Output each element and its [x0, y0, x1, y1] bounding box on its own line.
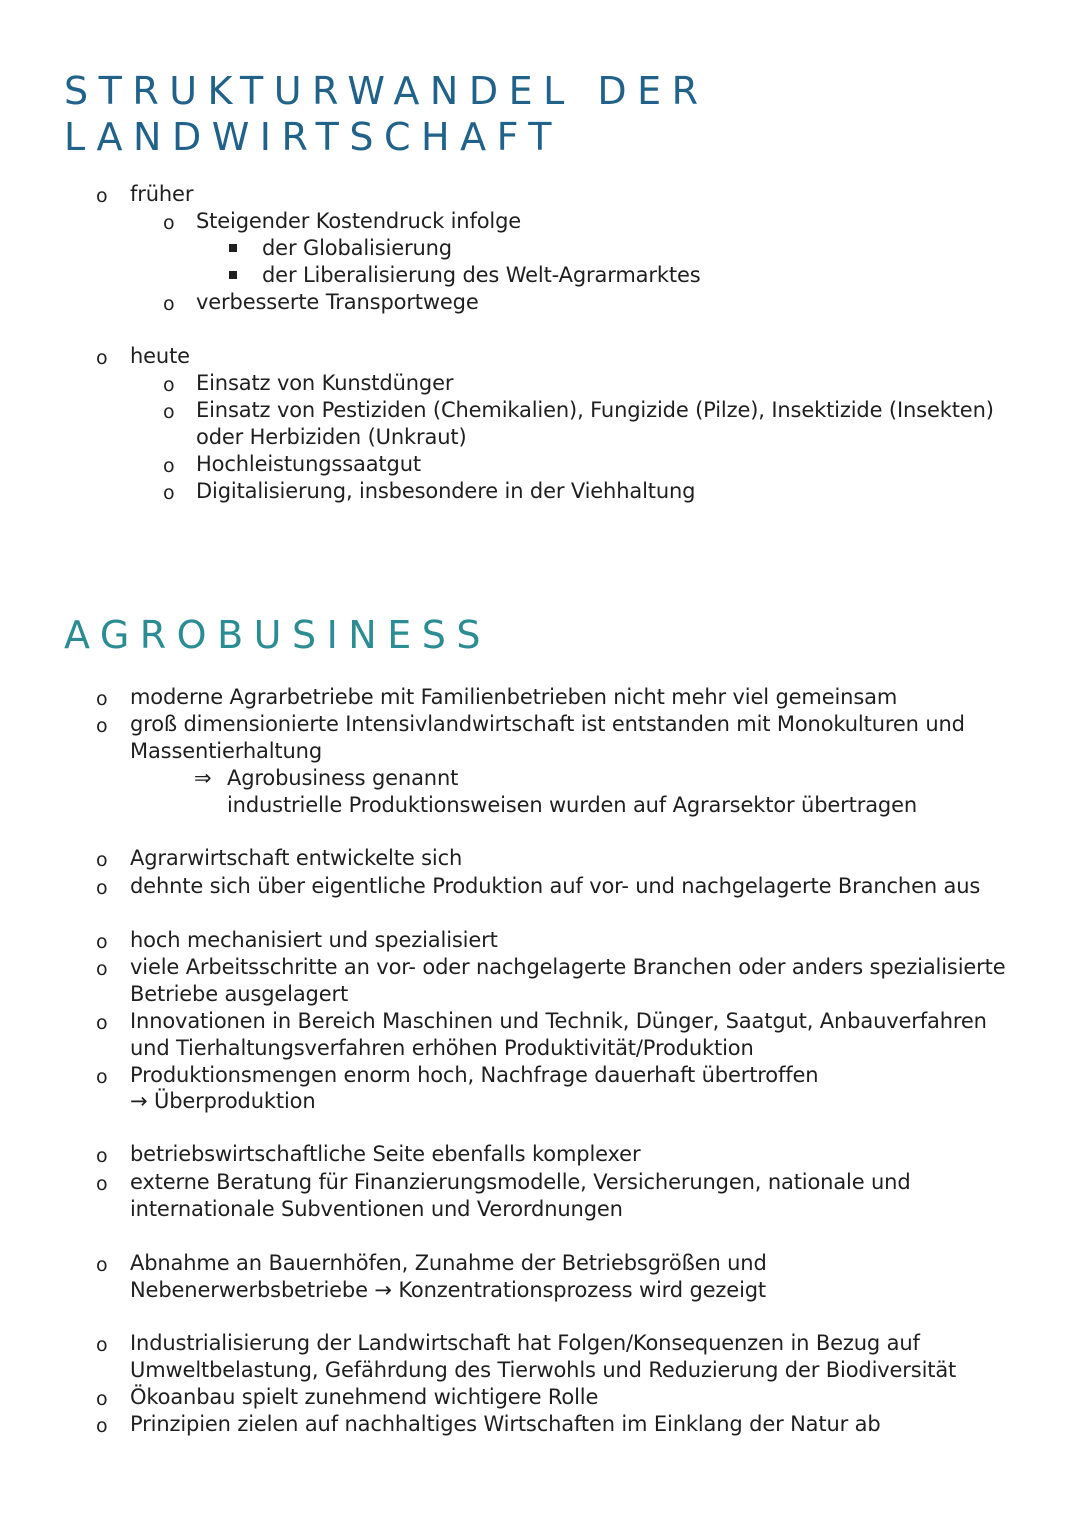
bullet: o	[96, 877, 108, 899]
list-item-continuation: Nebenerwerbsbetriebe → Konzentrationsprozess wird gezeigt	[130, 1278, 767, 1302]
heading-agrobusiness: AGROBUSINESS	[64, 613, 491, 657]
list-item-continuation: → Überproduktion	[130, 1089, 316, 1113]
list-item: Digitalisierung, insbesondere in der Viehhaltung	[196, 479, 696, 503]
bullet: o	[163, 455, 175, 477]
bullet: o	[163, 293, 175, 315]
bullet: o	[96, 715, 108, 737]
list-item: Abnahme an Bauernhöfen, Zunahme der Betriebsgrößen und	[130, 1251, 767, 1275]
list-item: Steigender Kostendruck infolge	[196, 209, 522, 233]
list-item: dehnte sich über eigentliche Produktion auf vor- und nachgelagerte Branchen aus	[130, 874, 981, 898]
bullet: o	[163, 401, 175, 423]
bullet: o	[96, 931, 108, 953]
list-item-continuation: internationale Subventionen und Verordnungen	[130, 1197, 623, 1221]
list-item: Einsatz von Kunstdünger	[196, 371, 454, 395]
list-item-frueher: früher	[130, 182, 194, 206]
bullet: o	[96, 688, 108, 710]
double-arrow-icon: ⇒	[194, 766, 212, 790]
bullet: o	[96, 1066, 108, 1088]
list-item: Industrialisierung der Landwirtschaft hat Folgen/Konsequenzen in Bezug auf	[130, 1331, 920, 1355]
list-item: verbesserte Transportwege	[196, 290, 479, 314]
bullet: o	[96, 958, 108, 980]
bullet: o	[96, 1254, 108, 1276]
list-item-continuation: Umweltbelastung, Gefährdung des Tierwohls und Reduzierung der Biodiversität	[130, 1358, 957, 1382]
list-item: betriebswirtschaftliche Seite ebenfalls komplexer	[130, 1142, 641, 1166]
list-item: Agrobusiness genannt	[227, 766, 459, 790]
list-item: Einsatz von Pestiziden (Chemikalien), Fungizide (Pilze), Insektizide (Insekten)	[196, 398, 994, 422]
square-bullet-icon	[229, 271, 237, 279]
list-item-continuation: und Tierhaltungsverfahren erhöhen Produktivität/Produktion	[130, 1036, 754, 1060]
list-item: der Liberalisierung des Welt-Agrarmarktes	[262, 263, 701, 287]
bullet: o	[96, 1012, 108, 1034]
list-item-continuation: industrielle Produktionsweisen wurden auf Agrarsektor übertragen	[227, 793, 918, 817]
list-item: Hochleistungssaatgut	[196, 452, 421, 476]
list-item: Prinzipien zielen auf nachhaltiges Wirtschaften im Einklang der Natur ab	[130, 1412, 881, 1436]
bullet: o	[96, 1415, 108, 1437]
bullet: o	[163, 212, 175, 234]
list-item: externe Beratung für Finanzierungsmodelle, Versicherungen, nationale und	[130, 1170, 911, 1194]
bullet: o	[96, 1334, 108, 1356]
list-item: Ökoanbau spielt zunehmend wichtigere Rolle	[130, 1385, 599, 1409]
list-item: Agrarwirtschaft entwickelte sich	[130, 846, 463, 870]
list-item: der Globalisierung	[262, 236, 452, 260]
bullet: o	[96, 1388, 108, 1410]
square-bullet-icon	[229, 244, 237, 252]
bullet: o	[96, 849, 108, 871]
heading-line-1: STRUKTURWANDEL DER	[64, 69, 709, 113]
list-item: Produktionsmengen enorm hoch, Nachfrage dauerhaft übertroffen	[130, 1063, 819, 1087]
bullet: o	[96, 347, 108, 369]
list-item-heute: heute	[130, 344, 190, 368]
list-item-continuation: oder Herbiziden (Unkraut)	[196, 425, 467, 449]
list-item: viele Arbeitsschritte an vor- oder nachgelagerte Branchen oder anders spezialisierte	[130, 955, 1006, 979]
heading-line-2: LANDWIRTSCHAFT	[64, 115, 562, 159]
bullet: o	[163, 374, 175, 396]
list-item-continuation: Betriebe ausgelagert	[130, 982, 349, 1006]
list-item: moderne Agrarbetriebe mit Familienbetrieben nicht mehr viel gemeinsam	[130, 685, 898, 709]
list-item-continuation: Massentierhaltung	[130, 739, 322, 763]
list-item: groß dimensionierte Intensivlandwirtschaft ist entstanden mit Monokulturen und	[130, 712, 965, 736]
list-item: hoch mechanisiert und spezialisiert	[130, 928, 498, 952]
heading-strukturwandel	[64, 68, 709, 160]
bullet: o	[96, 1145, 108, 1167]
bullet: o	[96, 185, 108, 207]
list-item: Innovationen in Bereich Maschinen und Technik, Dünger, Saatgut, Anbauverfahren	[130, 1009, 987, 1033]
bullet: o	[96, 1173, 108, 1195]
bullet: o	[163, 482, 175, 504]
